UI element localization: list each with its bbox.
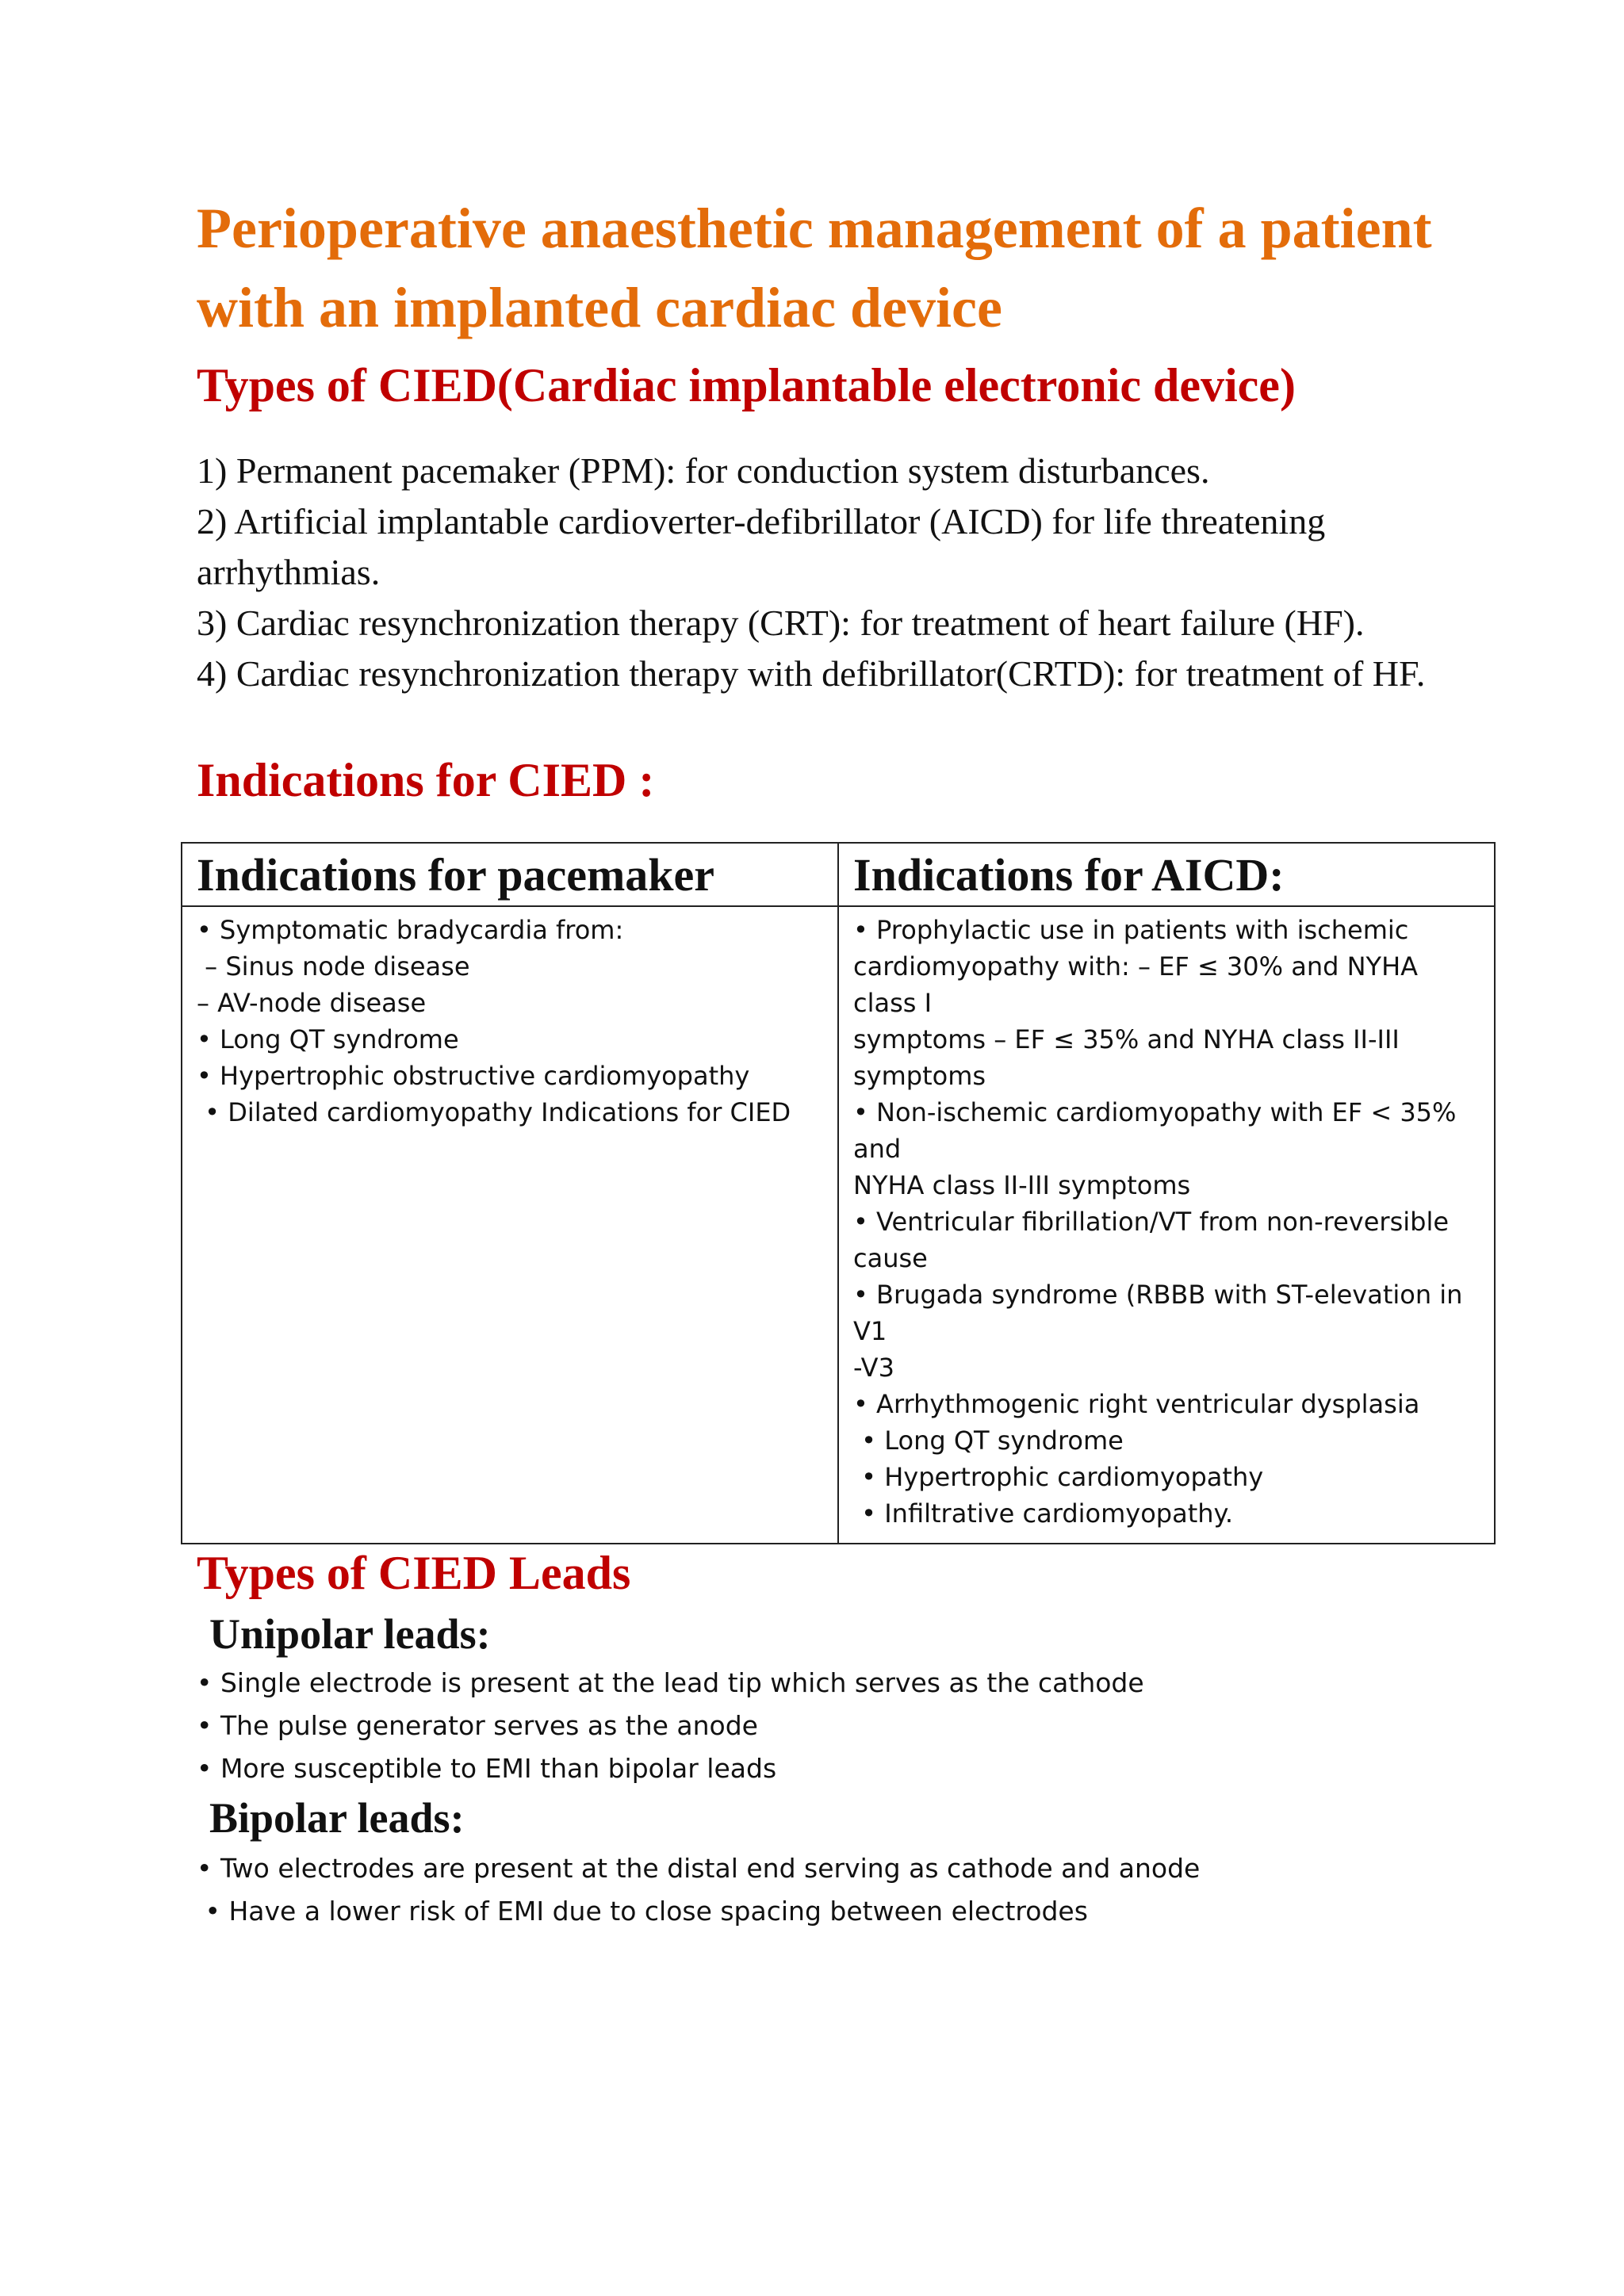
- bipolar-list: [197, 1847, 1200, 1933]
- aicd-indication-line: • Infiltrative cardiomyopathy.: [853, 1498, 1234, 1529]
- list-item: • Have a lower risk of EMI due to close spacing between electrodes: [197, 1896, 1088, 1927]
- pacemaker-indication-line: • Hypertrophic obstructive cardiomyopathy: [197, 1061, 750, 1091]
- pacemaker-indications-cell: [182, 906, 838, 1544]
- device-type-item: 2) Artificial implantable cardioverter-defibrillator (AICD) for life threatening arrhythmias.: [197, 501, 1326, 592]
- aicd-indication-line: • Brugada syndrome (RBBB with ST-elevation in V1: [853, 1280, 1471, 1346]
- device-type-item: 3) Cardiac resynchronization therapy (CRT): for treatment of heart failure (HF).: [197, 603, 1365, 643]
- aicd-indication-line: cardiomyopathy with: – EF ≤ 30% and NYHA class I: [853, 951, 1427, 1018]
- aicd-indication-line: • Ventricular fibrillation/VT from non-reversible: [853, 1207, 1450, 1237]
- device-type-item: 1) Permanent pacemaker (PPM): for conduction system disturbances.: [197, 450, 1210, 491]
- device-types-list: [197, 446, 1450, 699]
- list-item: • More susceptible to EMI than bipolar leads: [197, 1753, 777, 1784]
- aicd-column-header: Indications for AICD:: [838, 843, 1495, 906]
- aicd-indication-line: NYHA class II-III symptoms: [853, 1170, 1191, 1200]
- aicd-indication-line: • Long QT syndrome: [853, 1425, 1124, 1456]
- pacemaker-indication-line: • Dilated cardiomyopathy Indications for CIED: [197, 1097, 791, 1127]
- list-item: • Single electrode is present at the lead tip which serves as the cathode: [197, 1667, 1144, 1698]
- list-item: • The pulse generator serves as the anode: [197, 1710, 758, 1741]
- leads-heading: Types of CIED Leads: [197, 1547, 631, 1599]
- aicd-indication-line: symptoms – EF ≤ 35% and NYHA class II-III: [853, 1024, 1400, 1054]
- pacemaker-indication-line: • Long QT syndrome: [197, 1024, 459, 1054]
- table-header-row: [182, 843, 1495, 906]
- aicd-indication-line: • Non-ischemic cardiomyopathy with EF < 35% and: [853, 1097, 1465, 1164]
- indications-heading: Indications for CIED :: [197, 754, 655, 806]
- aicd-indication-line: • Hypertrophic cardiomyopathy: [853, 1462, 1264, 1492]
- pacemaker-indication-line: – Sinus node disease: [197, 951, 470, 982]
- indications-table: [181, 842, 1496, 1544]
- unipolar-list: [197, 1662, 1144, 1790]
- table-row: [182, 906, 1495, 1544]
- pacemaker-indication-line: – AV-node disease: [197, 988, 427, 1018]
- aicd-indication-line: cause: [853, 1243, 928, 1273]
- document-title: Perioperative anaesthetic management of a patient with an implanted cardiac device: [197, 197, 1432, 339]
- types-heading: Types of CIED(Cardiac implantable electronic device): [197, 359, 1296, 411]
- pacemaker-column-header: Indications for pacemaker: [182, 843, 838, 906]
- aicd-indication-line: • Arrhythmogenic right ventricular dysplasia: [853, 1389, 1420, 1419]
- bipolar-heading: Bipolar leads:: [209, 1794, 465, 1842]
- device-type-item: 4) Cardiac resynchronization therapy with defibrillator(CRTD): for treatment of HF.: [197, 653, 1426, 694]
- pacemaker-indication-line: • Symptomatic bradycardia from:: [197, 915, 624, 945]
- aicd-indication-line: -V3: [853, 1353, 894, 1383]
- aicd-indication-line: • Prophylactic use in patients with ischemic: [853, 915, 1409, 945]
- list-item: • Two electrodes are present at the distal end serving as cathode and anode: [197, 1853, 1201, 1884]
- aicd-indication-line: symptoms: [853, 1061, 986, 1091]
- aicd-indications-cell: [838, 906, 1495, 1544]
- unipolar-heading: Unipolar leads:: [209, 1610, 491, 1658]
